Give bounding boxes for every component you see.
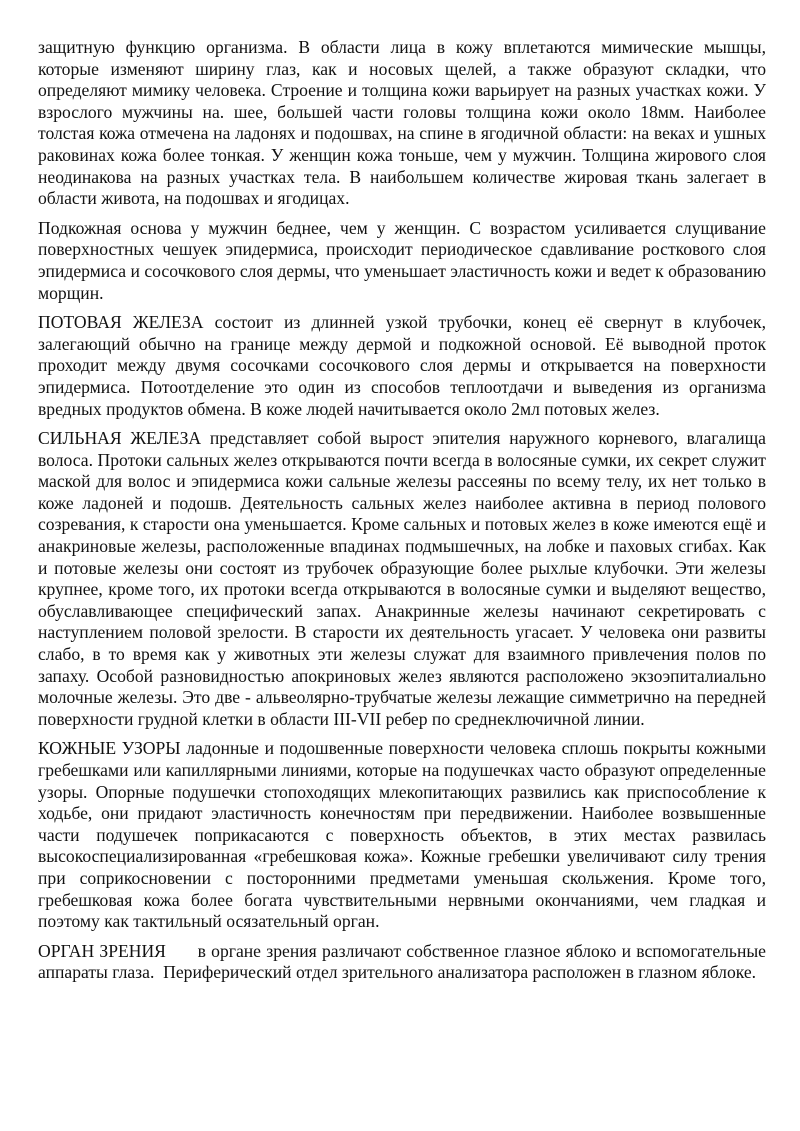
paragraph-sweat-gland: ПОТОВАЯ ЖЕЛЕЗА состоит из длинней узкой трубочки, конец её свернут в клубочек, залегающий обычно на границе между дермой и подкожной основой. Её выводной проток проходит между двумя сосочками сосочкового слоя дермы и открывается на поверхности эпидермиса. Потоотделение это один из способов теплоотдачи и выведения из организма вредных продуктов обмена. В коже людей начитывается около 2мл потовых желез.: [38, 312, 766, 419]
paragraph-subcutaneous-base: Подкожная основа у мужчин беднее, чем у женщин. С возрастом усиливается слущивание поверхностных чешуек эпидермиса, происходит периодическое сдавливание росткового слоя эпидермиса и сосочкового слоя дермы, что уменьшает эластичность кожи и ведет к образованию морщин.: [38, 217, 766, 303]
paragraph-organ-of-vision: ОРГАН ЗРЕНИЯ в органе зрения различают собственное глазное яблоко и вспомогательные аппараты глаза. Периферический отдел зрительного анализатора расположен в глазном яблоке.: [38, 940, 771, 983]
paragraph-skin-structure: защитную функцию организма. В области лица в кожу вплетаются мимические мышцы, которые изменяют ширину глаз, как и носовых щелей, а также образуют складки, что определяют мимику человека. Строение и толщина кожи варьирует на разных участках кожи. У взрослого мужчины на. шее, большей части головы толщина кожи около 18мм. Наиболее толстая кожа отмечена на ладонях и подошвах, на спине в ягодичной области: на веках и ушных раковинах кожа более тонкая. У женщин кожа тоньше, чем у мужчин. Толщина жирового слоя неодинакова на разных участках тела. В наибольшем количестве жировая ткань залегает в области живота, на подошвах и ягодицах.: [38, 37, 766, 209]
document-page: [38, 37, 771, 992]
paragraph-skin-patterns: КОЖНЫЕ УЗОРЫ ладонные и подошвенные поверхности человека сплошь покрыты кожными гребешками или капиллярными линиями, которые на подушечках часто образуют определенные узоры. Опорные подушечки стопоходящих млекопитающих развились как приспособление к ходьбе, они придают эластичность конечностям при передвижении. Наиболее возвышенные части подушечек поприкасаются с поверхность объектов, в этих местах развилась высокоспециализированная «гребешковая кожа». Кожные гребешки увеличивают силу трения при соприкосновении с посторонними предметами уменьшая скольжения. Кроме того, гребешковая кожа более богата чувствительными нервными окончаниями, чем гладкая и поэтому как тактильный осязательный орган.: [38, 738, 766, 932]
paragraph-sebaceous-gland: СИЛЬНАЯ ЖЕЛЕЗА представляет собой вырост эпителия наружного корневого, влагалища волоса. Протоки сальных желез открываются почти всегда в волосяные сумки, их секрет служит маской для волос и эпидермиса кожи сальные железы рассеяны по всему телу, их нет только в коже ладоней и подошв. Деятельность сальных желез наиболее активна в период полового созревания, к старости она уменьшается. Кроме сальных и потовых желез в коже имеются ещё и анакриновые железы, расположенные впадинах подмышечных, на лобке и паховых сгибах. Как и потовые железы они состоят из трубочек образующие более рыхлые клубочки. Эти железы крупнее, кроме того, их протоки всегда открываются в волосяные сумки и выделяют вещество, обуславливающее специфический запах. Анакринные железы начинают секретировать с наступлением половой зрелости. В старости их деятельность угасает. У человека они развиты слабо, в то время как у животных эти железы служат для взаимного привлечения полов по запаху. Особой разновидностью апокриновых желез являются расположено экзоэпиталиально молочные железы. Это две - альвеолярно-трубчатые железы лежащие симметрично на передней поверхности грудной клетки в области III-VII ребер по среднеключичной линии.: [38, 428, 766, 729]
